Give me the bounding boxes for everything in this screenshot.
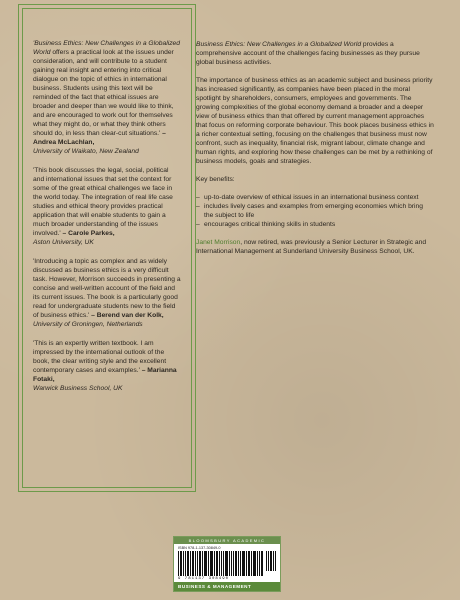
subject-category: BUSINESS & MANAGEMENT (174, 582, 280, 591)
quote-author: – Andrea McLachlan, (33, 130, 166, 146)
author-name: Janet Morrison (196, 239, 241, 246)
benefit-item: – up-to-date overview of ethical issues in an international business context (196, 193, 434, 202)
isbn-text: ISBN 978-1-137-30849-0 (178, 546, 221, 550)
benefits-list (196, 193, 434, 229)
benefits-heading: Key benefits: (196, 176, 235, 183)
quote-text: 'This book discusses the legal, social, political and international issues that set the context for some of the great ethical challenges we face in the world today. The integration of real life case studies and ethical theory provides practical application that will enable students to gain a much broader understanding of the issues involved.' (33, 167, 173, 237)
intro-text: provides a comprehensive account of the challenges facing businesses as they pursue global business activities. (196, 41, 420, 66)
barcode-bars (178, 551, 264, 576)
barcode-addon (266, 551, 278, 571)
publisher-name: BLOOMSBURY ACADEMIC (174, 537, 280, 544)
endorsements-box (22, 8, 192, 488)
quote-affiliation: Warwick Business School, UK (33, 385, 123, 392)
description-body: The importance of business ethics as an academic subject and business priority has increased significantly, as companies have been placed in the moral spotlight by shareholders, consumers, employees and governments. The growing complexities of the global economy demand a broader and a deeper view of business ethics than that offered by current management approaches that focus on reforming corporate behaviour. This book places business ethics in a richer contextual setting, focusing on the challenges that business must now confront, such as inequality, financial risk, migrant labour, climate change and human rights, and exploring how these challenges can be met by a rethinking of business models, goals and strategies. (196, 77, 434, 165)
description-intro (196, 40, 434, 67)
author-bio (196, 238, 434, 256)
book-title: Business Ethics: New Challenges in a Globalized World (196, 41, 362, 48)
quote-affiliation: University of Waikato, New Zealand (33, 148, 139, 155)
quote-text: offers a practical look at the issues under consideration, and will contribute to a student gaining real insight and entering into critical dialogue on the topic of ethics in international business. Students using this text will be reminded of the fact that ethical issues are broader and deeper than we would like to think, and are encouraged to work out for themselves what they might do, or what they think others should do, in less than clear-cut situations.' (33, 49, 174, 137)
author-bio-text: , now retired, was previously a Senior Lecturer in Strategic and International Management at Sunderland University Business School, UK. (196, 239, 427, 255)
quote-author: – Marianna Fotaki, (33, 367, 177, 383)
endorsement-quote (33, 39, 181, 156)
benefit-item: – encourages critical thinking skills in students (196, 220, 434, 229)
quote-text: 'Introducing a topic as complex and as widely discussed as business ethics is a very difficult task. However, Morrison succeeds in presenting a concise and well-written account of the field and its current issues. The book is a particularly good read for undergraduate students new to the field of business ethics.' (33, 258, 181, 319)
quote-author: – Carole Parkes, (62, 230, 115, 237)
quote-text: 'This is an expertly written textbook. I am impressed by the international outlook of the book, the clear writing style and the excellent contemporary cases and examples.' (33, 340, 167, 374)
quote-affiliation: Aston University, UK (33, 239, 94, 246)
endorsement-quote (33, 166, 181, 247)
quote-book-title: 'Business Ethics: New Challenges in a Globalized World (33, 40, 180, 56)
benefit-item: – includes lively cases and examples from emerging economies which bring the subject to life (196, 202, 434, 220)
quote-author: – Berend van der Kolk, (91, 312, 164, 319)
barcode-label (173, 536, 281, 592)
barcode-digits: 9 781137 308490 (178, 577, 230, 581)
endorsement-quote (33, 339, 181, 393)
endorsement-quote (33, 257, 181, 329)
quote-affiliation: University of Groningen, Netherlands (33, 321, 143, 328)
book-description (196, 40, 434, 265)
